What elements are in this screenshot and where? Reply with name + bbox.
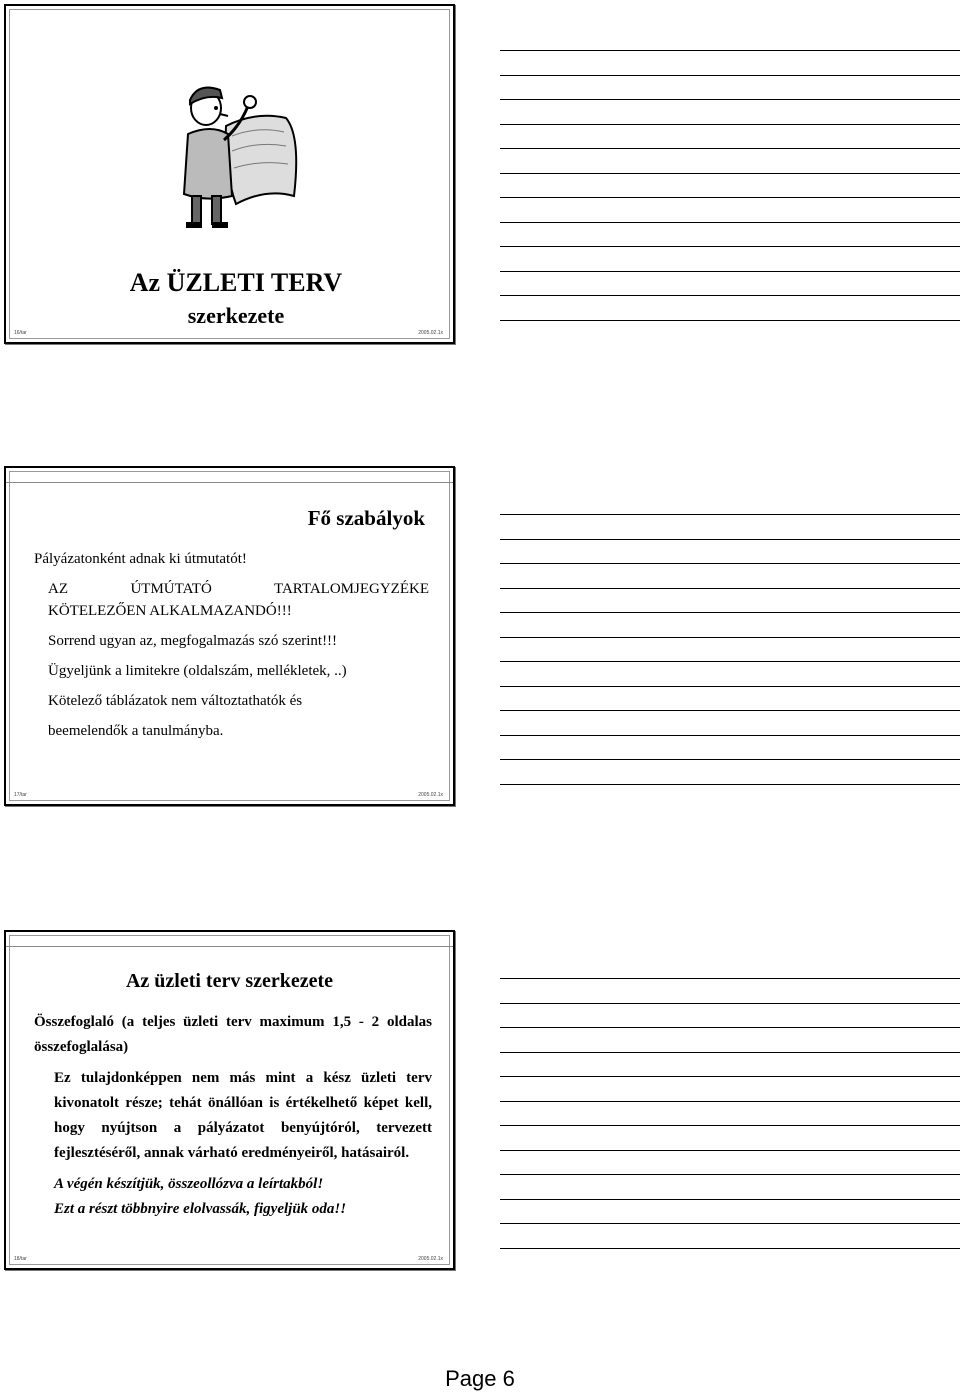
note-line [500,1003,960,1004]
note-line [500,1076,960,1077]
note-line [500,784,960,785]
note-line [500,710,960,711]
note-line [500,320,960,321]
slide-title: Az üzleti terv szerkezete [125,970,334,992]
slide-body [34,548,429,750]
bullet-line: Pályázatonként adnak ki útmutatót! [34,551,247,567]
bullet-line: KÖTELEZŐEN ALKALMAZANDÓ!!! [48,603,292,619]
slide-1 [4,4,455,344]
bullet-line: beemelendők a tanulmányba. [48,723,224,739]
note-line [500,1223,960,1224]
note-line [500,588,960,589]
note-line [500,50,960,51]
page-number: Page 6 [445,1366,515,1391]
slide-header-rule [6,482,453,483]
note-line [500,1150,960,1151]
note-line [500,978,960,979]
note-line [500,1174,960,1175]
note-line [500,75,960,76]
note-line [500,124,960,125]
slide-header-rule [6,946,453,947]
title-line-1: Az ÜZLETI TERV [129,268,343,297]
note-line [500,612,960,613]
emphasis-line: Ezt a részt többnyire elolvassák, figyeljük oda!! [54,1201,347,1217]
slide-3 [4,930,455,1270]
note-line [500,514,960,515]
note-line [500,1199,960,1200]
note-line [500,637,960,638]
slide-title: Fő szabályok [307,506,425,530]
note-line [500,197,960,198]
bullet-line: AZ ÚTMÚTATÓ TARTALOMJEGYZÉKE [48,581,429,597]
note-line [500,295,960,296]
paragraph: Ez tulajdonképpen nem más mint a kész üzleti terv kivonatolt része; tehát önállóan is értékelhető képet kell, hogy nyújtson a pályázatot benyújtóról, tervezett fejlesztéséről, annak várható eredményeiről, hatásairól. [54,1070,432,1161]
note-line [500,735,960,736]
note-line [500,271,960,272]
bullet-line: Sorrend ugyan az, megfogalmazás szó szerint!!! [48,633,338,649]
slide-2 [4,466,455,806]
slide-footer-left: 16/tar [14,330,27,336]
note-line [500,173,960,174]
note-line [500,661,960,662]
note-line [500,1248,960,1249]
note-line [500,148,960,149]
slide-footer-right: 2005.02.1x [418,1256,443,1262]
note-line [500,99,960,100]
bullet-line: Ügyeljünk a limitekre (oldalszám, mellékletek, ..) [48,663,347,679]
note-line [500,1101,960,1102]
note-line [500,759,960,760]
slide-body [34,1010,432,1222]
note-line [500,1027,960,1028]
note-line [500,1125,960,1126]
note-line [500,539,960,540]
slide-footer-right: 2005.02.1x [418,792,443,798]
title-line-2: szerkezete [187,303,285,328]
note-line [500,1052,960,1053]
emphasis-line: A végén készítjük, összeollózva a leírtakból! [54,1176,324,1192]
paragraph: Összefoglaló (a teljes üzleti terv maximum 1,5 - 2 oldalas összefoglalása) [34,1014,432,1055]
slide-footer-left: 18/tar [14,1256,27,1262]
slide-footer-left: 17/tar [14,792,27,798]
man-with-map-illustration [166,76,306,236]
note-line [500,246,960,247]
note-line [500,222,960,223]
note-line [500,563,960,564]
slide-footer-right: 2005.02.1x [418,330,443,336]
note-line [500,686,960,687]
bullet-line: Kötelező táblázatok nem változtathatók és [48,693,303,709]
slide-title [66,266,406,332]
